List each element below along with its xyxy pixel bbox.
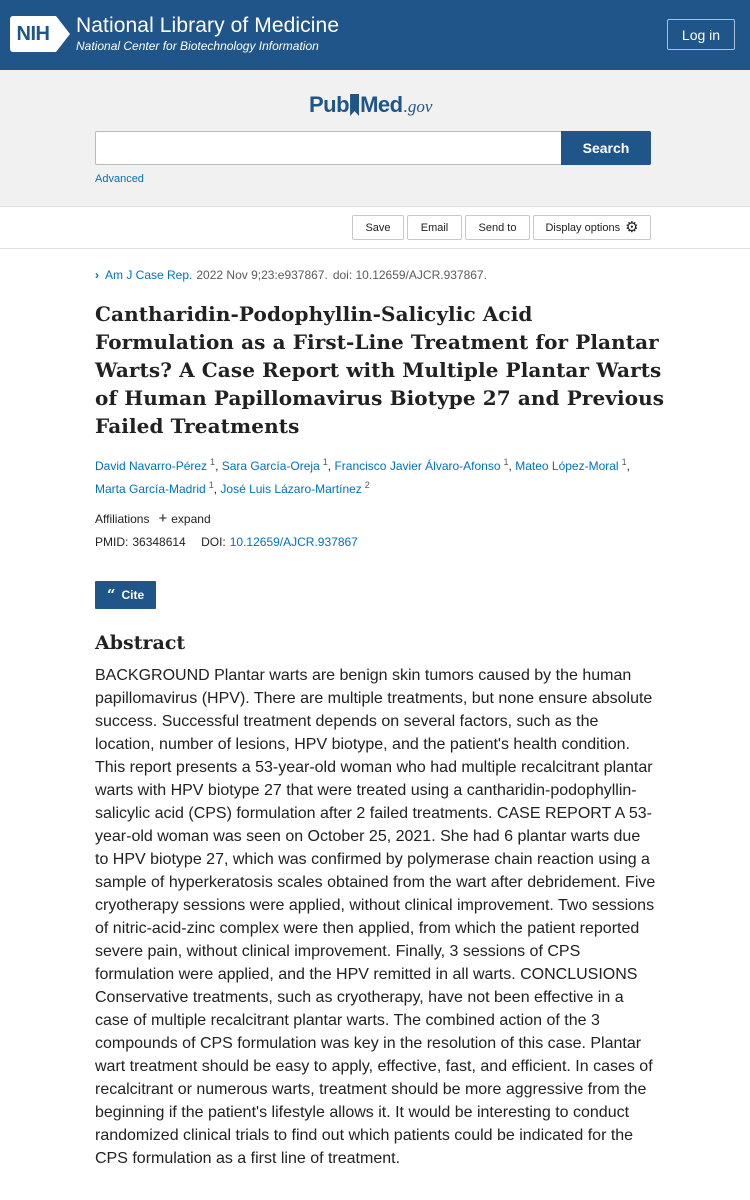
author-item <box>220 482 369 496</box>
send-to-button[interactable]: Send to <box>465 215 530 240</box>
author-item <box>222 459 328 473</box>
quote-icon: “ <box>106 585 116 604</box>
citation-line <box>95 268 487 282</box>
author-link[interactable]: Sara García-Oreja <box>221 459 320 473</box>
author-link[interactable]: Marta García-Madrid <box>95 482 206 496</box>
bookmark-icon <box>350 94 359 116</box>
article-title: Cantharidin-Podophyllin-Salicylic Acid Formulation as a First-Line Treatment for Plantar Warts? A Case Report with Multiple Plantar Warts of Human Papillomavirus Biotype 27 and Previous Failed Treatments <box>95 302 665 438</box>
nih-header <box>0 0 750 70</box>
search-area <box>0 70 750 206</box>
advanced-search-link[interactable]: Advanced <box>95 173 144 185</box>
chevron-right-icon[interactable]: › <box>95 268 99 282</box>
author-link[interactable]: Francisco Javier Álvaro-Afonso <box>334 459 501 473</box>
author-link[interactable]: José Luis Lázaro-Martínez <box>220 482 362 496</box>
plus-icon[interactable]: + <box>158 510 168 527</box>
pmid-value: 36348614 <box>132 535 186 549</box>
journal-link[interactable]: Am J Case Rep. <box>105 268 193 282</box>
search-input[interactable] <box>95 131 562 165</box>
affiliation-number[interactable]: 1 <box>322 457 328 467</box>
author-link[interactable]: David Navarro-Pérez <box>95 459 208 473</box>
affiliation-number[interactable]: 1 <box>621 457 627 467</box>
authors-list: David Navarro-Pérez $^1$, Sara García-Oreja $^1$, Francisco Javier Álvaro-Afonso $^1$, Mateo López-Moral $^1$, Marta García-Madrid $^1$, José Luis Lázaro-Martínez $^2$ <box>95 457 630 496</box>
action-toolbar <box>0 206 750 249</box>
identifiers-row <box>95 535 358 549</box>
author-item <box>95 459 215 473</box>
site-title: National Library of Medicine <box>76 13 340 37</box>
doi-link[interactable]: 10.12659/AJCR.937867 <box>229 535 358 549</box>
logo-pub: Pub <box>309 92 350 117</box>
author-link[interactable]: Mateo López-Moral <box>515 459 619 473</box>
nih-badge-label: NIH <box>10 16 56 52</box>
citation-details: 2022 Nov 9;23:e937867. <box>196 268 328 282</box>
login-button[interactable]: Log in <box>667 19 735 50</box>
save-button[interactable]: Save <box>352 215 404 240</box>
affiliation-number[interactable]: 2 <box>364 480 370 490</box>
author-item <box>515 459 626 473</box>
abstract-text: BACKGROUND Plantar warts are benign skin tumors caused by the human papillomavirus (HPV). There are multiple treatments, but none ensure absolute success. Successful treatment depends on several factors, such as the location, number of lesions, HPV biotype, and the patient's health condition. This report presents a 53-year-old woman who had multiple recalcitrant plantar warts with HPV biotype 27 that were treated using a cantharidin-podophyllin-salicylic acid (CPS) formulation after 2 failed treatments. CASE REPORT A 53-year-old woman was seen on October 25, 2021. She had 6 plantar warts due to HPV biotype 27, which was confirmed by polymerase chain reaction using a sample of hyperkeratosis scales obtained from the wart after debridement. Five cryotherapy sessions were applied, without clinical improvement. Two sessions of nitric-acid-zinc complex were then applied, from which the patient reported severe pain, without clinical improvement. Finally, 3 sessions of CPS formulation were applied, and the HPV remitted in all warts. CONCLUSIONS Conservative treatments, such as cryotherapy, have not been effective in a case of multiple recalcitrant plantar warts. The combined action of the 3 compounds of CPS formulation was key in the resolution of this case. Plantar wart treatment should be easy to apply, effective, fast, and efficient. In cases of recalcitrant or numerous warts, treatment should be more aggressive from the beginning if the patient's lifestyle allows it. It would be interesting to conduct randomized clinical trials to find out which patients could be indicated for the CPS formulation as a first line of treatment. <box>95 667 656 1167</box>
affiliations-label: Affiliations <box>95 511 150 526</box>
expand-affiliations-button[interactable]: expand <box>171 511 211 526</box>
doi-label: DOI: <box>201 535 226 549</box>
email-button[interactable]: Email <box>407 215 462 240</box>
abstract-heading: Abstract <box>95 632 186 654</box>
search-button[interactable]: Search <box>561 131 651 165</box>
affiliation-number[interactable]: 1 <box>210 457 216 467</box>
display-options-button[interactable] <box>533 215 651 240</box>
cite-label: Cite <box>121 588 145 602</box>
logo-gov: .gov <box>403 97 433 116</box>
nih-badge-icon <box>10 14 70 54</box>
display-options-label: Display options <box>545 221 621 234</box>
affiliation-number[interactable]: 1 <box>503 457 509 467</box>
author-item <box>95 482 214 496</box>
logo-med: Med <box>360 92 403 117</box>
cite-button[interactable] <box>95 581 156 609</box>
affiliations-row <box>95 511 211 526</box>
nih-logo[interactable] <box>10 14 339 54</box>
citation-doi: doi: 10.12659/AJCR.937867. <box>332 268 487 282</box>
gear-icon: ⚙ <box>625 219 639 236</box>
affiliation-number[interactable]: 1 <box>208 480 214 490</box>
pmid-label: PMID: <box>95 535 129 549</box>
author-item <box>334 459 508 473</box>
site-subtitle: National Center for Biotechnology Information <box>76 38 319 53</box>
pubmed-logo[interactable] <box>309 90 432 118</box>
